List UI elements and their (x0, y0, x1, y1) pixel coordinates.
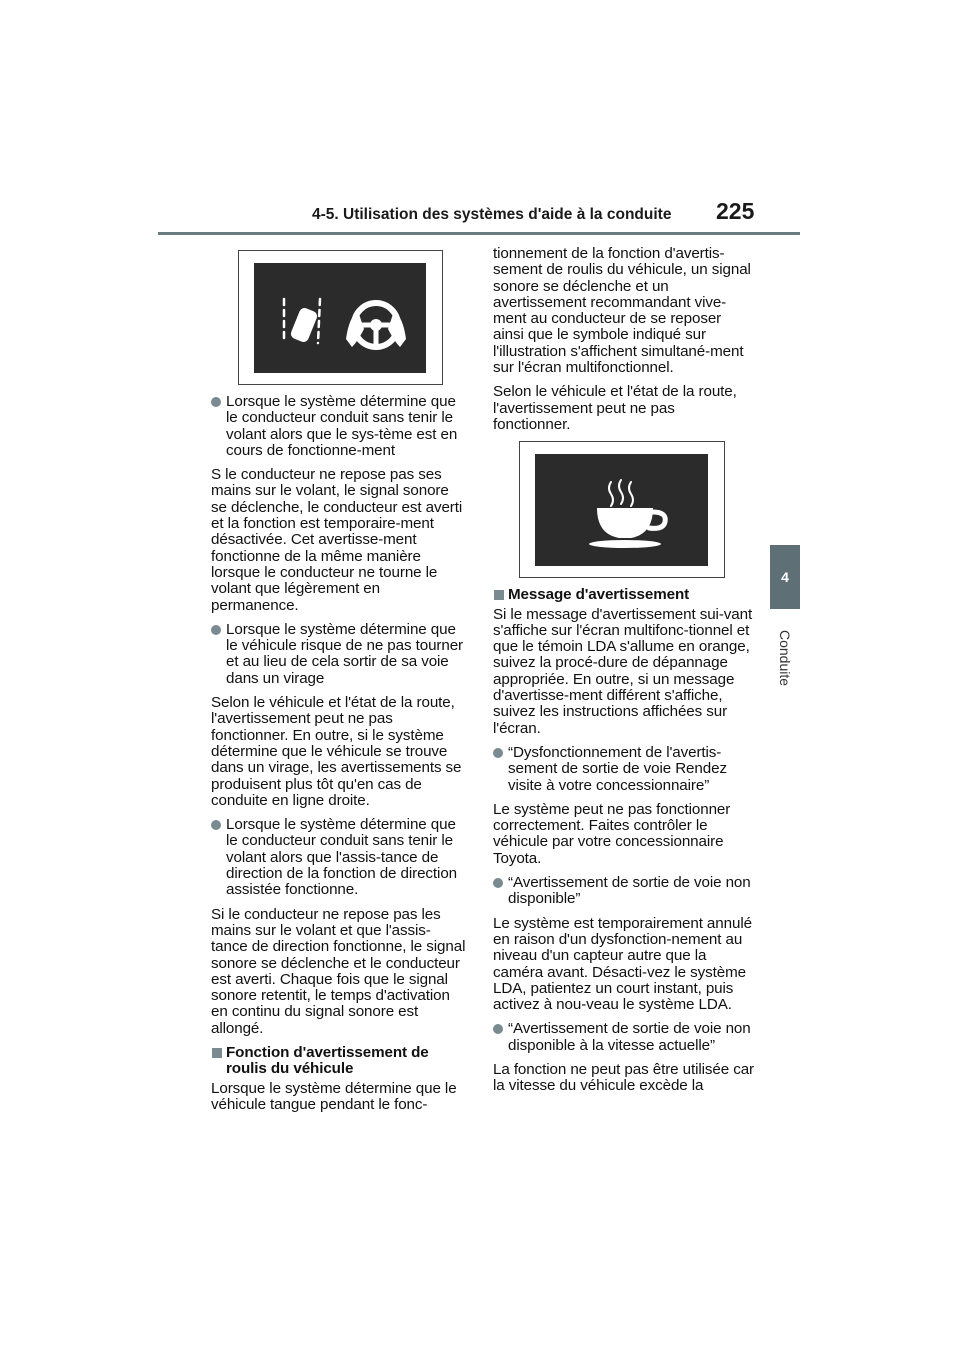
chapter-tab (770, 545, 800, 609)
list-item: “Avertissement de sortie de voie non disponible à la vitesse actuelle” (493, 1021, 755, 1054)
left-column (211, 250, 466, 1121)
hands-on-wheel-icon (346, 303, 406, 347)
bullet-circle-icon (493, 748, 503, 758)
section-header: 4-5. Utilisation des systèmes d'aide à la conduite (312, 206, 672, 223)
bullet-circle-icon (211, 625, 221, 635)
bullet-circle-icon (211, 820, 221, 830)
chapter-number: 4 (781, 569, 789, 585)
rest-warning-figure (519, 441, 725, 578)
paragraph: Le système est temporairement annulé en raison d'un dysfonction-nement au niveau d'un capteur autre que la caméra avant. Désacti-vez le système LDA, patientez un court instant, puis activez à nou-veau le système LDA. (493, 914, 752, 1014)
bullet-circle-icon (493, 878, 503, 888)
paragraph: Le système peut ne pas fonctionner correctement. Faites contrôler le véhicule par votre concessionnaire Toyota. (493, 800, 731, 867)
subsection-heading: Fonction d'avertissement de roulis du véhicule (211, 1045, 466, 1078)
paragraph: Selon le véhicule et l'état de la route, l'avertissement peut ne pas fonctionner. En outre, si le système détermine que le véhicule se trouve dans un virage, les avertissements se produisent plus tôt qu'en cas de conduite en ligne droite. (211, 694, 462, 809)
paragraph: S le conducteur ne repose pas ses mains sur le volant, le signal sonore se déclenche, le conducteur est averti et la fonction est temporaire-ment désactivée. Cet avertisse-ment fonctionne de la même manière lorsque le conducteur ne tourne le volant que légèrement en permanence. (211, 466, 463, 614)
heading-square-icon (212, 1048, 222, 1058)
paragraph: Selon le véhicule et l'état de la route, l'avertissement peut ne pas fonctionner. (493, 383, 737, 433)
list-item: Lorsque le système détermine que le conducteur conduit sans tenir le volant alors que l'assis-tance de direction de la fonction de direction assistée fonctionne. (211, 817, 466, 898)
bullet-circle-icon (493, 1024, 503, 1034)
paragraph: Lorsque le système détermine que le véhicule tangue pendant le fonc- (211, 1079, 457, 1113)
hands-off-warning-illustration (254, 263, 426, 373)
hands-off-warning-figure (238, 250, 443, 385)
paragraph: Si le message d'avertissement sui-vant s'affiche sur l'écran multifonc-tionnel et que le témoin LDA s'allume en orange, suivez la procé-dure de dépannage appropriée. En outre, si un message d'avertisse-ment différent s'affiche, suivez les instructions affichées sur l'écran. (493, 605, 753, 737)
page-number: 225 (716, 198, 755, 224)
paragraph: tionnement de la fonction d'avertis-sement de roulis du véhicule, un signal sonore se déclenche et un avertissement recommandant vive-ment au conducteur de se reposer ainsi que le symbole indiqué sur l'illustration s'affichent simultané-ment sur l'écran multifonctionnel. (493, 245, 751, 377)
coffee-cup-icon (535, 454, 708, 566)
bullet-circle-icon (211, 397, 221, 407)
paragraph: Si le conducteur ne repose pas les mains sur le volant et que l'assis-tance de direction fonctionne, le signal sonore se déclenche et le conducteur est averti. Chaque fois que le signal sonore retentit, le temps d'activation en continu du signal sonore est allongé. (211, 905, 466, 1037)
multi-display-screen (535, 454, 708, 566)
right-column (493, 246, 755, 1103)
paragraph: La fonction ne peut pas être utilisée car la vitesse du véhicule excède la (493, 1060, 755, 1095)
list-item: “Dysfonctionnement de l'avertis-sement de sortie de voie Rendez visite à votre concessionnaire” (493, 745, 755, 794)
chapter-label: Conduite (777, 629, 793, 687)
subsection-heading: Message d'avertissement (493, 587, 755, 603)
list-item: Lorsque le système détermine que le conducteur conduit sans tenir le volant alors que le sys-tème est en cours de fonctionne-ment (211, 394, 466, 459)
list-item: “Avertissement de sortie de voie non disponible” (493, 875, 755, 908)
lane-departure-icon (284, 299, 320, 343)
list-item: Lorsque le système détermine que le véhicule risque de ne pas tourner et au lieu de cela sortir de sa voie dans un virage (211, 622, 466, 687)
heading-square-icon (494, 590, 504, 600)
header-rule (158, 232, 800, 235)
multi-display-screen (254, 263, 426, 373)
